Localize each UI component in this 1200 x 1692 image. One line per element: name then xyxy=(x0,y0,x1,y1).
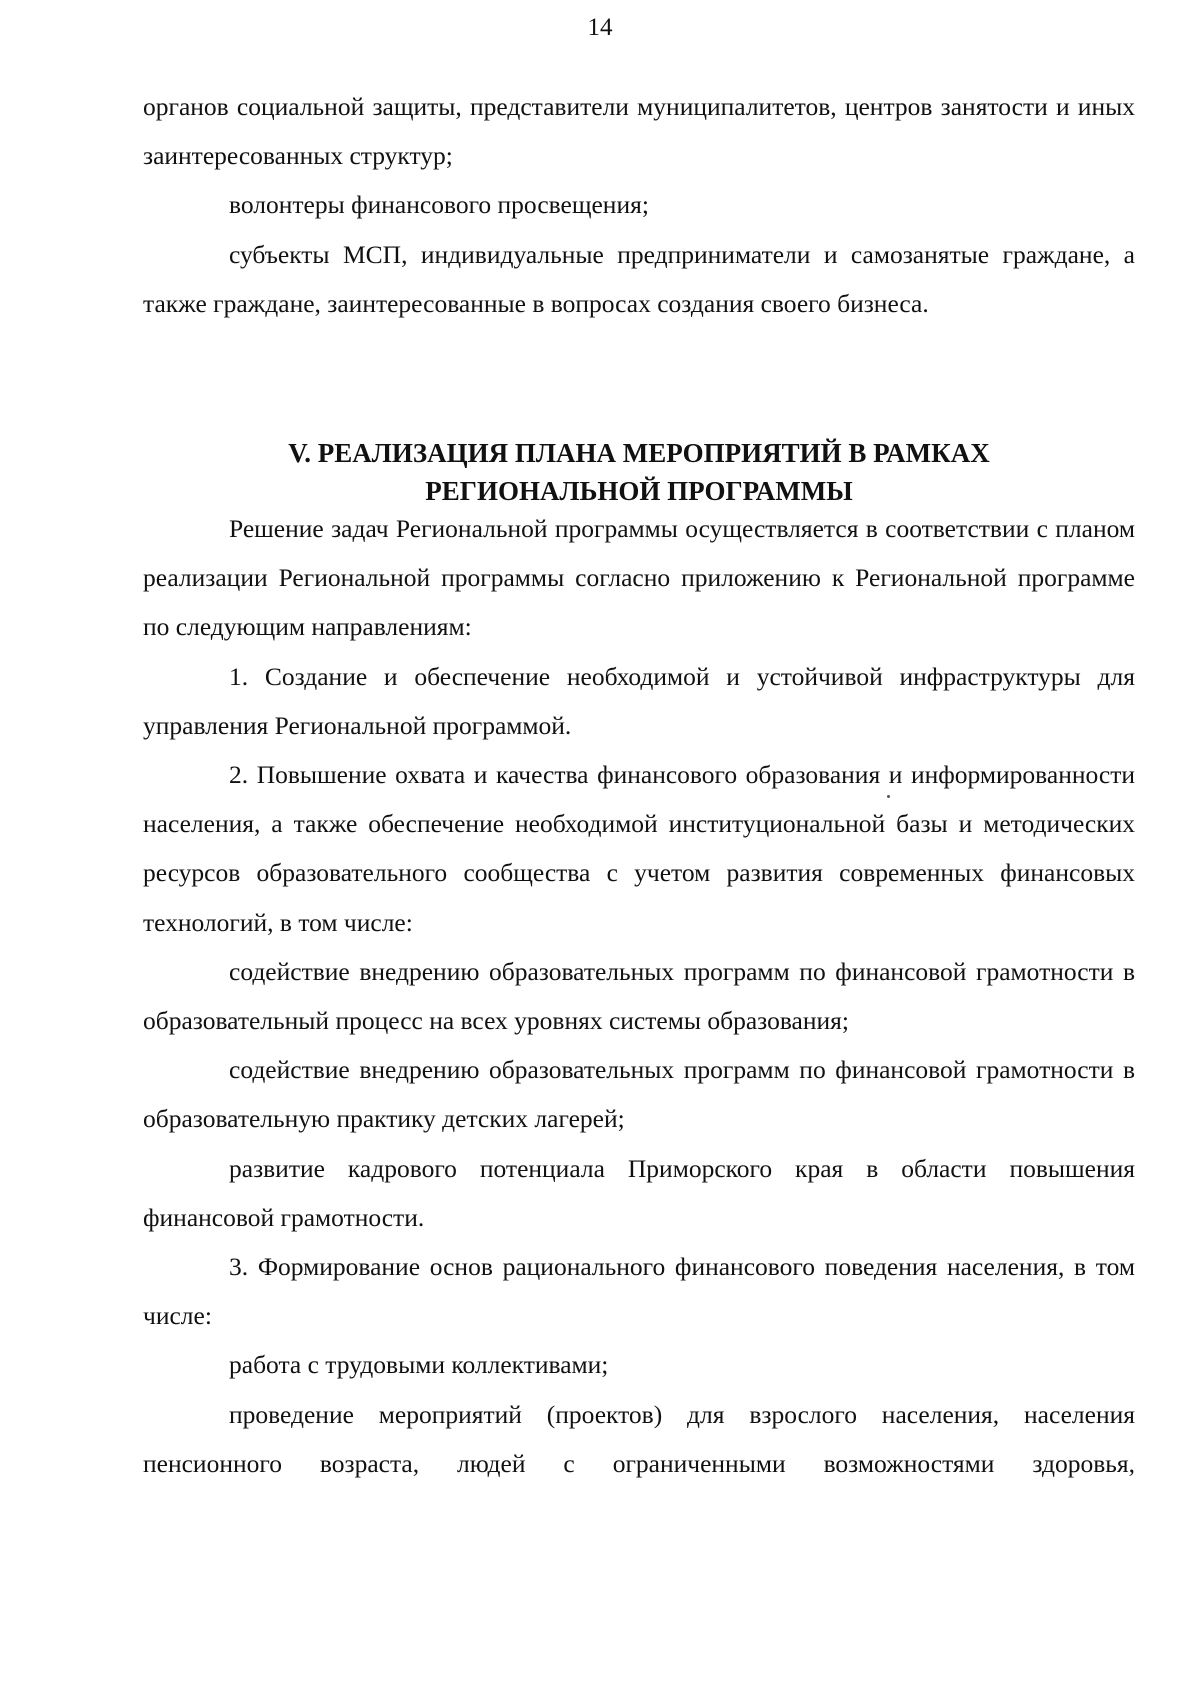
paragraph-volunteers: волонтеры финансового просвещения; xyxy=(229,190,649,220)
paragraph-item-2: 2. Повышение охвата и качества финансового образования и информированности населения, а также обеспечение необходимой институциональной базы и методических ресурсов образовательного сообщества с учетом развития современных финансовых технологий, в том числе: xyxy=(143,760,1135,937)
paragraph-subitem-camps: содействие внедрению образовательных программ по финансовой грамотности в образовательную практику детских лагерей; xyxy=(143,1055,1135,1134)
section-heading-line1: V. РЕАЛИЗАЦИЯ ПЛАНА МЕРОПРИЯТИЙ В РАМКАХ xyxy=(288,438,990,468)
paragraph-subitem-education: содействие внедрению образовательных программ по финансовой грамотности в образовательный процесс на всех уровнях системы образования; xyxy=(143,956,1135,1036)
paragraph-subitem-personnel: развитие кадрового потенциала Приморского края в области повышения финансовой грамотности. xyxy=(143,1153,1135,1232)
section-heading-line2: РЕГИОНАЛЬНОЙ ПРОГРАММЫ xyxy=(425,476,853,506)
paragraph-item-1: 1. Создание и обеспечение необходимой и устойчивой инфраструктуры для управления Региональной программой. xyxy=(143,661,1135,740)
paragraph-continuation: органов социальной защиты, представители муниципалитетов, центров занятости и иных заинтересованных структур; xyxy=(143,92,1135,171)
paragraph-intro: Решение задач Региональной программы осуществляется в соответствии с планом реализации Региональной программы согласно приложению к Региональной программе по следующим направлениям: xyxy=(143,514,1135,642)
page-number: 14 xyxy=(587,14,613,41)
paragraph-msp: субъекты МСП, индивидуальные предприниматели и самозанятые граждане, а также граждане, заинтересованные в вопросах создания своего бизнеса. xyxy=(143,239,1135,318)
paragraph-item-3: 3. Формирование основ рационального финансового поведения населения, в том числе: xyxy=(143,1252,1135,1331)
intro-text xyxy=(143,82,1135,328)
scan-speck xyxy=(887,795,890,798)
paragraph-subitem-events: проведение мероприятий (проектов) для взрослого населения, населения пенсионного возраста, людей с ограниченными возможностями здоровья, xyxy=(143,1399,1135,1478)
paragraph-subitem-collectives: работа с трудовыми коллективами; xyxy=(229,1350,609,1380)
section-heading xyxy=(143,434,1135,510)
body-text xyxy=(143,504,1135,1488)
